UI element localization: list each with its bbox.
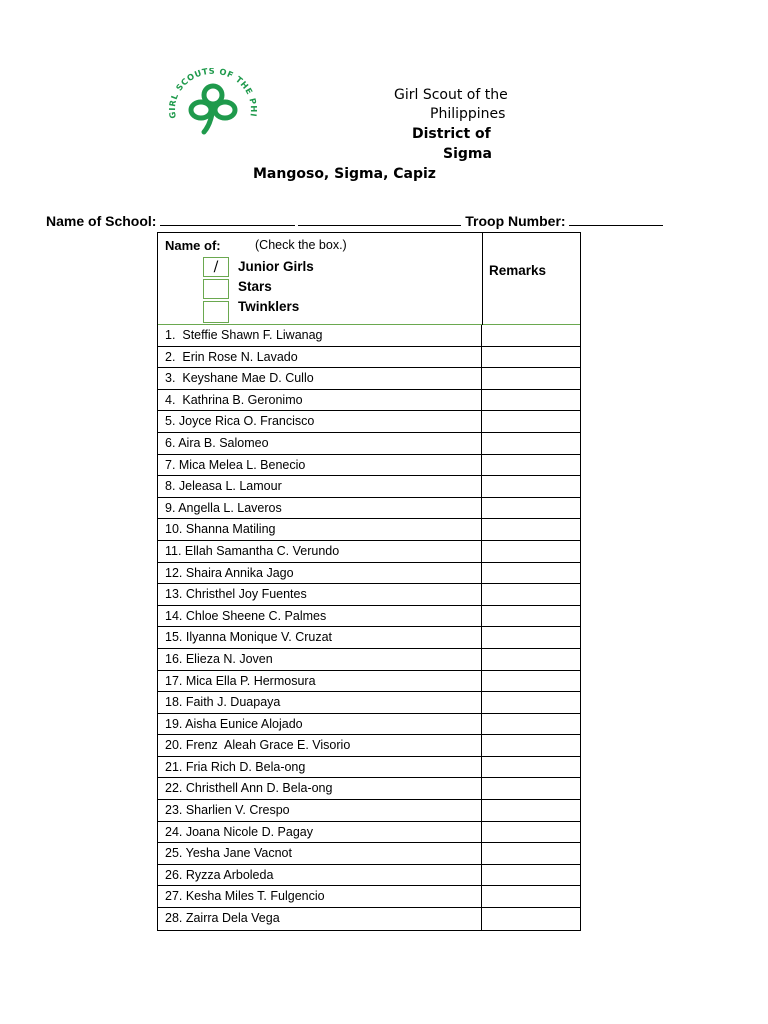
remarks-cell[interactable] [482,757,580,778]
table-row [158,908,580,930]
table-row [158,476,580,498]
org-name-line2: Philippines [430,106,506,122]
member-name: 17. Mica Ella P. Hermosura [158,671,482,692]
remarks-cell[interactable] [482,735,580,756]
remarks-cell[interactable] [482,411,580,432]
member-name: 9. Angella L. Laveros [158,498,482,519]
twinklers-label: Twinklers [238,299,300,314]
member-name: 26. Ryzza Arboleda [158,865,482,886]
member-name: 5. Joyce Rica O. Francisco [158,411,482,432]
remarks-cell[interactable] [482,649,580,670]
member-name: 28. Zairra Dela Vega [158,908,482,930]
member-name: 3. Keyshane Mae D. Cullo [158,368,482,389]
member-name: 7. Mica Melea L. Benecio [158,455,482,476]
table-row [158,627,580,649]
table-row [158,584,580,606]
remarks-cell[interactable] [482,692,580,713]
check-hint: (Check the box.) [255,238,347,252]
member-name: 27. Kesha Miles T. Fulgencio [158,886,482,907]
member-name: 16. Elieza N. Joven [158,649,482,670]
remarks-cell[interactable] [482,714,580,735]
remarks-cell[interactable] [482,627,580,648]
roster-rows [158,325,580,930]
school-label: Name of School: [46,213,157,229]
member-name: 15. Ilyanna Monique V. Cruzat [158,627,482,648]
member-name: 1. Steffie Shawn F. Liwanag [158,325,482,346]
remarks-cell[interactable] [482,390,580,411]
junior-girls-label: Junior Girls [238,259,314,274]
member-name: 21. Fria Rich D. Bela-ong [158,757,482,778]
remarks-cell[interactable] [482,347,580,368]
junior-girls-checkbox[interactable]: / [203,257,229,277]
member-name: 10. Shanna Matiling [158,519,482,540]
remarks-cell[interactable] [482,368,580,389]
remarks-cell[interactable] [482,541,580,562]
table-row [158,778,580,800]
remarks-cell[interactable] [482,606,580,627]
org-name-line1: Girl Scout of the [394,87,508,103]
district-line2: Sigma [443,146,492,162]
troop-label: Troop Number: [465,213,566,229]
member-name: 4. Kathrina B. Geronimo [158,390,482,411]
table-row [158,368,580,390]
school-troop-row [46,212,663,229]
school-name-field[interactable] [160,212,295,226]
member-name: 2. Erin Rose N. Lavado [158,347,482,368]
trefoil-icon [164,68,262,146]
table-row [158,606,580,628]
table-row [158,455,580,477]
remarks-cell[interactable] [482,671,580,692]
table-row [158,563,580,585]
member-name: 22. Christhell Ann D. Bela-ong [158,778,482,799]
remarks-cell[interactable] [482,778,580,799]
member-name: 19. Aisha Eunice Alojado [158,714,482,735]
troop-number-field[interactable] [569,212,663,226]
stars-label: Stars [238,279,272,294]
member-name: 24. Joana Nicole D. Pagay [158,822,482,843]
twinklers-checkbox[interactable] [203,301,229,323]
table-row [158,498,580,520]
member-name: 23. Sharlien V. Crespo [158,800,482,821]
roster-table [157,232,581,931]
remarks-cell[interactable] [482,800,580,821]
table-row [158,390,580,412]
remarks-cell[interactable] [482,498,580,519]
table-row [158,411,580,433]
district-line1: District of [412,126,491,142]
table-row [158,671,580,693]
remarks-cell[interactable] [482,822,580,843]
stars-checkbox[interactable] [203,279,229,299]
table-row [158,865,580,887]
table-row [158,757,580,779]
member-name: 11. Ellah Samantha C. Verundo [158,541,482,562]
remarks-cell[interactable] [482,584,580,605]
table-row [158,692,580,714]
remarks-cell[interactable] [482,433,580,454]
girl-scouts-logo [164,68,262,146]
remarks-cell[interactable] [482,908,580,930]
school-name-field-2[interactable] [298,212,461,226]
remarks-header: Remarks [489,263,547,278]
table-row [158,843,580,865]
remarks-cell[interactable] [482,843,580,864]
address: Mangoso, Sigma, Capiz [253,166,436,182]
remarks-cell[interactable] [482,325,580,346]
table-row [158,649,580,671]
remarks-cell[interactable] [482,563,580,584]
table-row [158,519,580,541]
remarks-cell[interactable] [482,455,580,476]
table-row [158,714,580,736]
member-name: 12. Shaira Annika Jago [158,563,482,584]
table-row [158,347,580,369]
member-name: 18. Faith J. Duapaya [158,692,482,713]
member-name: 25. Yesha Jane Vacnot [158,843,482,864]
table-row [158,735,580,757]
table-row [158,325,580,347]
table-header [158,233,580,325]
member-name: 14. Chloe Sheene C. Palmes [158,606,482,627]
table-row [158,800,580,822]
remarks-cell[interactable] [482,519,580,540]
member-name: 13. Christhel Joy Fuentes [158,584,482,605]
table-row [158,433,580,455]
table-row [158,886,580,908]
table-row [158,541,580,563]
table-row [158,822,580,844]
member-name: 8. Jeleasa L. Lamour [158,476,482,497]
member-name: 6. Aira B. Salomeo [158,433,482,454]
member-name: 20. Frenz Aleah Grace E. Visorio [158,735,482,756]
remarks-cell[interactable] [482,476,580,497]
svg-text:GIRL SCOUTS OF THE PHILIPPINES: GIRL SCOUTS OF THE PHI [166,68,260,120]
name-of-label: Name of: [165,238,221,253]
column-divider [482,233,483,325]
remarks-cell[interactable] [482,886,580,907]
remarks-cell[interactable] [482,865,580,886]
